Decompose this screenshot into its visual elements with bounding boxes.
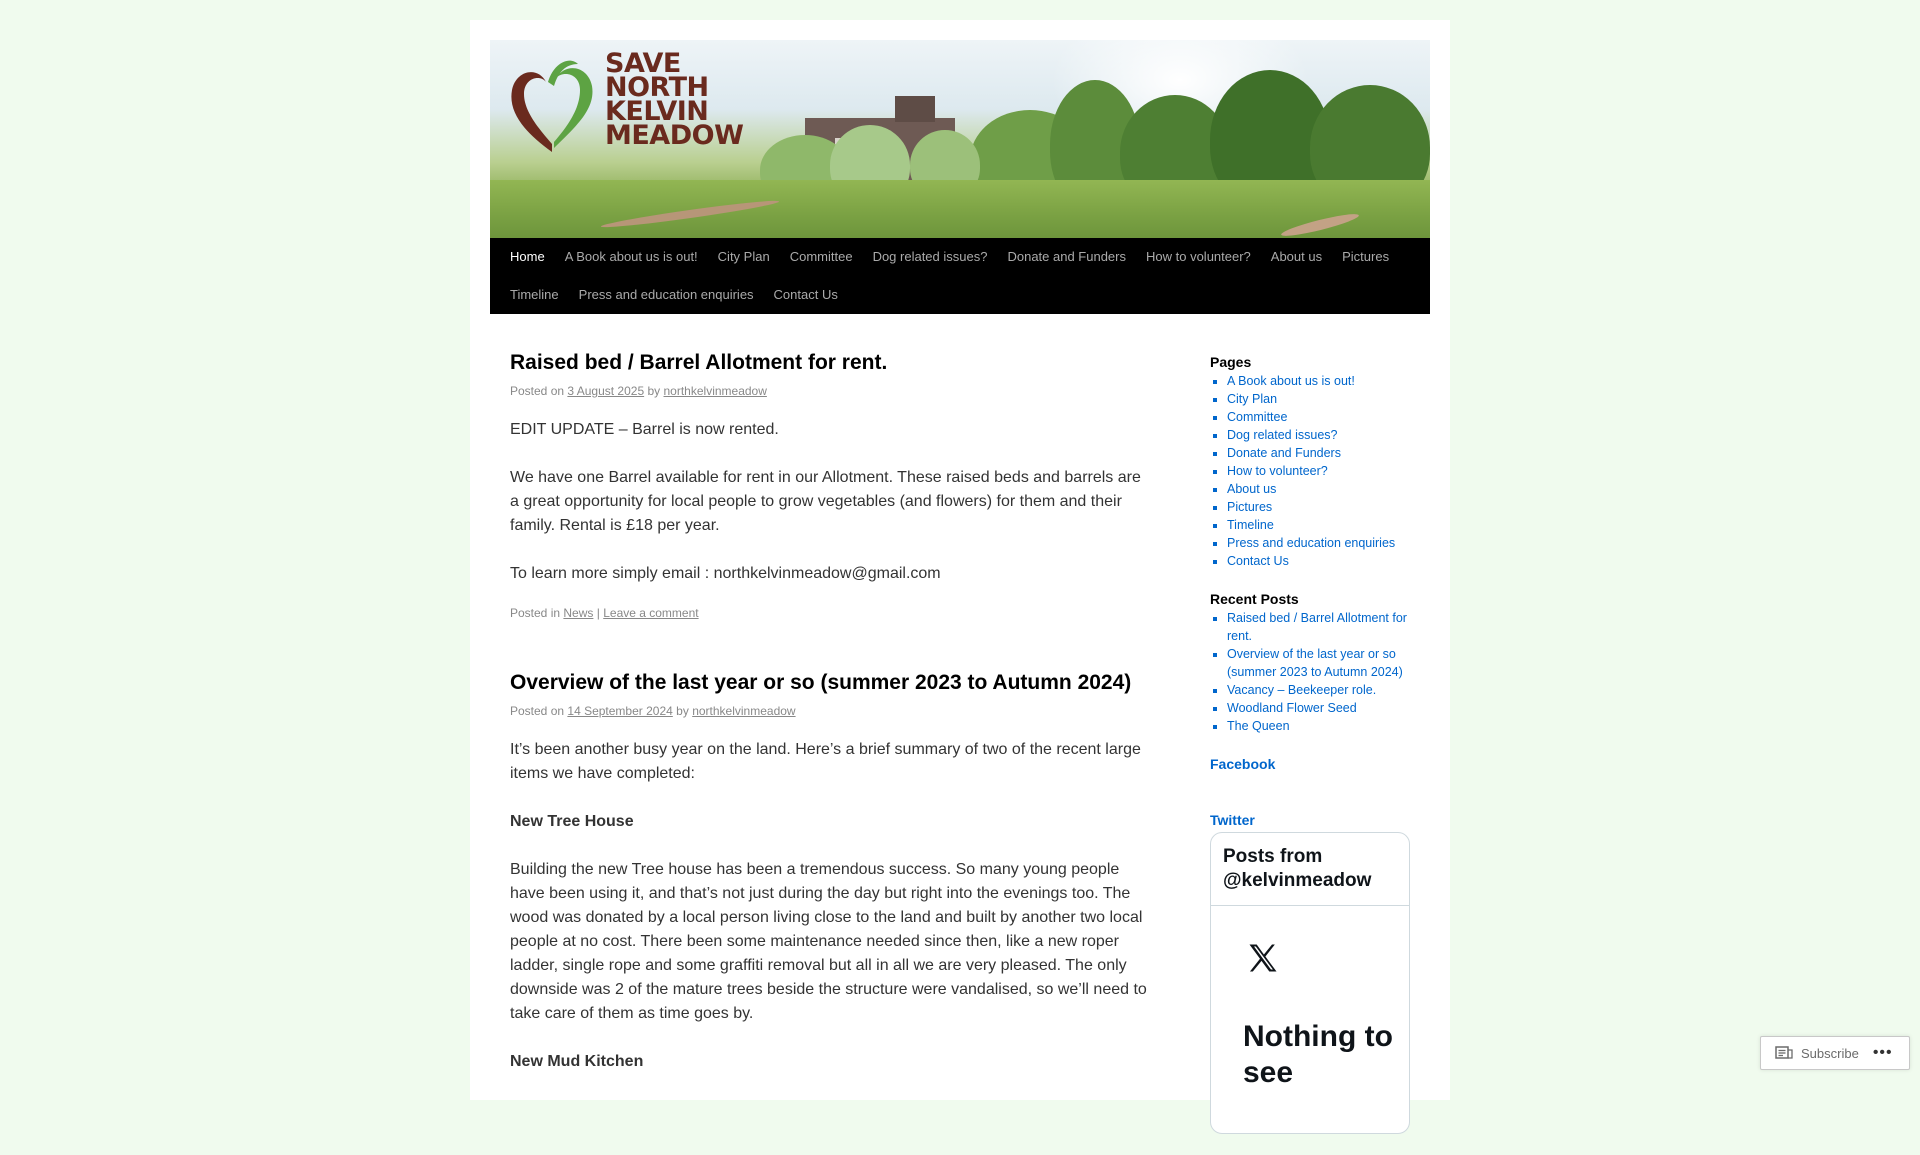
leave-comment-link[interactable]: Leave a comment (603, 606, 699, 620)
recent-post-item[interactable] (1227, 717, 1415, 735)
recent-post-link[interactable]: The Queen (1227, 719, 1290, 733)
meta-by: by (647, 384, 661, 398)
sidebar-page-item[interactable] (1227, 498, 1415, 516)
nav-label[interactable]: Pictures (1342, 249, 1390, 264)
sidebar-page-item[interactable] (1227, 426, 1415, 444)
sidebar-page-item[interactable] (1227, 462, 1415, 480)
meta-posted-on: Posted on (510, 704, 565, 718)
x-logo-icon (1245, 940, 1281, 976)
nav-item-pictures[interactable] (1332, 238, 1399, 276)
post-meta (510, 382, 1150, 400)
post-body (510, 418, 1150, 586)
reader-icon (1775, 1046, 1793, 1060)
twitter-timeline-embed[interactable] (1210, 832, 1410, 1134)
sidebar-page-item[interactable] (1227, 444, 1415, 462)
post-body (510, 738, 1150, 1074)
recent-posts-widget (1210, 591, 1415, 735)
nav-item-committee[interactable] (780, 238, 863, 276)
sidebar (1210, 354, 1415, 1155)
nav-label[interactable]: Donate and Funders (1007, 249, 1126, 264)
sidebar-link[interactable]: How to volunteer? (1227, 464, 1328, 478)
nav-item-dog-issues[interactable] (863, 238, 998, 276)
nav-item-about[interactable] (1261, 238, 1332, 276)
recent-post-link[interactable]: Vacancy – Beekeeper role. (1227, 683, 1377, 697)
sidebar-page-item[interactable] (1227, 552, 1415, 570)
nav-item-contact[interactable] (764, 276, 848, 314)
twitter-widget (1210, 812, 1415, 1134)
recent-post-item[interactable] (1227, 681, 1415, 699)
recent-post-item[interactable] (1227, 699, 1415, 717)
post-paragraph: It’s been another busy year on the land. Here’s a brief summary of two of the recent large items we have completed: (510, 741, 1141, 782)
widget-title: Recent Posts (1210, 591, 1299, 607)
nav-label[interactable]: How to volunteer? (1146, 249, 1251, 264)
post-date-link[interactable]: 14 September 2024 (567, 704, 673, 718)
twitter-embed-header: Posts from @kelvinmeadow (1211, 833, 1409, 906)
sidebar-link[interactable]: Press and education enquiries (1227, 536, 1396, 550)
recent-post-link[interactable]: Overview of the last year or so (summer 2023 to Autumn 2024) (1227, 647, 1403, 679)
sidebar-link[interactable]: Donate and Funders (1227, 446, 1341, 460)
sidebar-page-item[interactable] (1227, 534, 1415, 552)
nav-item-city-plan[interactable] (708, 238, 780, 276)
nav-label[interactable]: City Plan (717, 249, 770, 264)
recent-post-link[interactable]: Raised bed / Barrel Allotment for rent. (1227, 611, 1407, 643)
post-author-link[interactable]: northkelvinmeadow (692, 704, 796, 718)
main-content (510, 350, 1150, 1124)
page-wrapper (470, 20, 1450, 1100)
post-title[interactable]: Overview of the last year or so (summer 2023 to Autumn 2024) (510, 671, 1132, 694)
meta-posted-in: Posted in (510, 606, 561, 620)
meta-separator: | (596, 606, 600, 620)
sidebar-link[interactable]: Pictures (1227, 500, 1273, 514)
facebook-widget (1210, 756, 1415, 772)
post-title[interactable]: Raised bed / Barrel Allotment for rent. (510, 351, 888, 374)
more-options-icon[interactable]: ••• (1872, 1044, 1893, 1061)
category-link[interactable]: News (563, 606, 594, 620)
post-subheading: New Mud Kitchen (510, 1053, 644, 1070)
main-navigation (490, 238, 1430, 314)
post-raised-bed (510, 350, 1150, 620)
nav-label[interactable]: Home (510, 249, 545, 264)
meta-posted-on: Posted on (510, 384, 565, 398)
pages-widget (1210, 354, 1415, 570)
sidebar-link[interactable]: Committee (1227, 410, 1288, 424)
nav-label[interactable]: Timeline (510, 287, 559, 302)
post-paragraph: EDIT UPDATE – Barrel is now rented. (510, 421, 779, 438)
recent-post-item[interactable] (1227, 609, 1415, 645)
sidebar-link[interactable]: City Plan (1227, 392, 1278, 406)
nav-item-timeline[interactable] (500, 276, 569, 314)
subscribe-bar (1760, 1036, 1910, 1070)
twitter-empty-message: Nothing to see (1243, 1020, 1393, 1089)
meta-by: by (676, 704, 689, 718)
recent-post-item[interactable] (1227, 645, 1415, 681)
sidebar-link[interactable]: Contact Us (1227, 554, 1289, 568)
heart-logo-icon (504, 52, 604, 162)
site-logo-text[interactable]: SAVE NORTH KELVIN MEADOW (605, 48, 744, 151)
post-paragraph: To learn more simply email : northkelvinmeadow@gmail.com (510, 565, 941, 582)
nav-item-press[interactable] (569, 276, 764, 314)
post-meta (510, 702, 1150, 720)
nav-label[interactable]: Press and education enquiries (578, 287, 754, 302)
facebook-link[interactable]: Facebook (1210, 756, 1276, 772)
sidebar-link[interactable]: Dog related issues? (1227, 428, 1338, 442)
nav-label[interactable]: Committee (789, 249, 853, 264)
nav-label[interactable]: A Book about us is out! (564, 249, 698, 264)
widget-title: Pages (1210, 354, 1252, 370)
post-subheading: New Tree House (510, 813, 634, 830)
nav-item-home[interactable] (500, 238, 555, 276)
post-author-link[interactable]: northkelvinmeadow (663, 384, 767, 398)
twitter-link[interactable]: Twitter (1210, 812, 1255, 828)
post-overview (510, 670, 1150, 1074)
post-utility (510, 606, 1150, 620)
nav-label[interactable]: Contact Us (773, 287, 838, 302)
nav-label[interactable]: About us (1270, 249, 1323, 264)
recent-post-link[interactable]: Woodland Flower Seed (1227, 701, 1357, 715)
sidebar-link[interactable]: About us (1227, 482, 1277, 496)
subscribe-button[interactable]: Subscribe (1801, 1045, 1859, 1061)
post-paragraph: We have one Barrel available for rent in our Allotment. These raised beds and barrels are a great opportunity for local people to grow vegetables (and flowers) for them and their family. Rental is £18 per year. (510, 469, 1141, 534)
nav-item-donate[interactable] (997, 238, 1136, 276)
sidebar-link[interactable]: Timeline (1227, 518, 1274, 532)
sidebar-page-item[interactable] (1227, 408, 1415, 426)
sidebar-page-item[interactable] (1227, 390, 1415, 408)
nav-item-volunteer[interactable] (1136, 238, 1261, 276)
sidebar-link[interactable]: A Book about us is out! (1227, 374, 1355, 388)
sidebar-page-item[interactable] (1227, 480, 1415, 498)
nav-item-book[interactable] (555, 238, 708, 276)
sidebar-page-item[interactable] (1227, 372, 1415, 390)
post-date-link[interactable]: 3 August 2025 (567, 384, 645, 398)
header-banner (490, 40, 1430, 238)
sidebar-page-item[interactable] (1227, 516, 1415, 534)
nav-label[interactable]: Dog related issues? (872, 249, 988, 264)
post-paragraph: Building the new Tree house has been a tremendous success. So many young people have been using it, and that’s not just during the day but right into the evenings too. The wood was donated by a local person living close to the land and built by another two local people at no cost. There been some maintenance needed since then, like a new roper ladder, single rope and some graffiti removal but all in all we are very pleased. The only downside was 2 of the mature trees beside the structure were vandalised, so we’ll need to take care of them as time goes by. (510, 861, 1147, 1022)
